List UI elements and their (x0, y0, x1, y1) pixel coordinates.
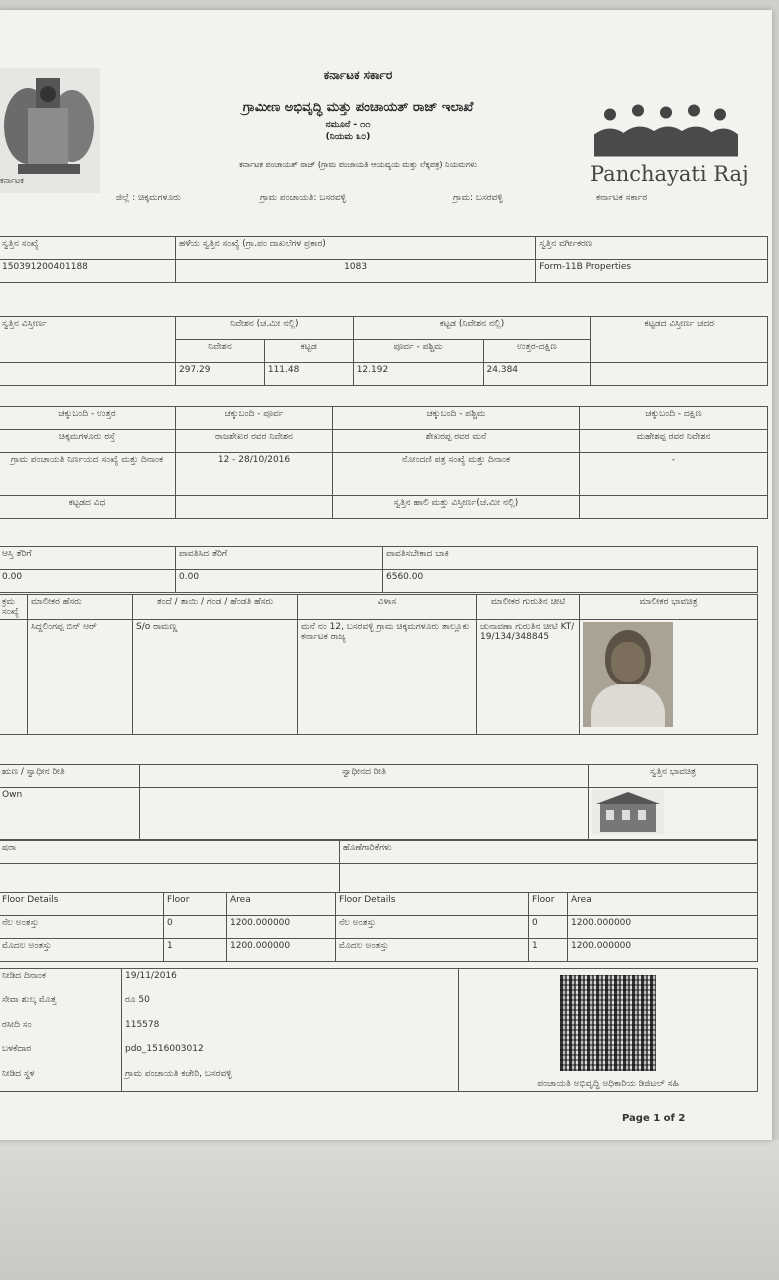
head-floor-details-1: Floor Details (0, 893, 164, 916)
rules-reference: ಕರ್ನಾಟಕ ಪಂಚಾಯತ್ ರಾಜ್ (ಗ್ರಾಮ ಪಂಚಾಯತಿ ಆಯವ್ಯಯ ಮತ್ತು ಲೆಕ್ಕಪತ್ರ) ನಿಯಮಗಳು (239, 160, 477, 169)
form-number: ನಮೂನೆ - ೧೧ (325, 120, 371, 130)
issue-date-value: 19/11/2016 (122, 969, 459, 994)
head-boundary-north: ಚಕ್ಕುಬಂದಿ - ಉತ್ತರ (0, 407, 176, 430)
label-receipt: ರಸೀದಿ ಸಂ (0, 1018, 122, 1042)
head-owner-name: ಮಾಲೀಕರ ಹೆಸರು (28, 595, 133, 620)
floor-area: 1200.000000 (227, 916, 336, 939)
head-address: ವಿಳಾಸ (298, 595, 477, 620)
property-photo (592, 790, 664, 834)
area-table (0, 316, 768, 386)
possession-value: Own (0, 788, 140, 840)
head-boundary-west: ಚಕ್ಕುಬಂದಿ - ಪಶ್ಚಿಮ (333, 407, 580, 430)
owner-table (0, 594, 758, 735)
issue-place-value: ಗ್ರಾಮ ಪಂಚಾಯತಿ ಕಚೇರಿ, ಬಸರವಳ್ಳಿ (122, 1067, 459, 1092)
head-bldg-b: ಉತ್ತರ-ದಕ್ಷಿಣ (483, 340, 591, 363)
site-b-value: 111.48 (264, 363, 353, 386)
issue-details-table (0, 968, 758, 1092)
govt-title: ಕರ್ನಾಟಕ ಸರ್ಕಾರ (323, 68, 393, 82)
label-deed: ನೋಂದಣಿ ಪತ್ರ ಸಂಖ್ಯೆ ಮತ್ತು ದಿನಾಂಕ (333, 453, 580, 496)
old-id-value: 1083 (176, 260, 536, 283)
head-possession: ಋಣ / ಸ್ವಾಧೀನ ರೀತಿ (0, 765, 140, 788)
balance-value: 6560.00 (383, 570, 758, 593)
boundary-east-value: ರಾಜಶೇಖರ ರವರ ನಿವೇಶನ (176, 430, 333, 453)
village: ಗ್ರಾಮ: ಬಸರವಳ್ಳಿ (453, 193, 503, 203)
floor-detail: ಮೊದಲ ಅಂತಸ್ತು (336, 939, 529, 962)
label-issue-place: ನೀಡಿದ ಸ್ಥಳ (0, 1067, 122, 1092)
tax-table (0, 546, 758, 593)
panchayati-raj-logo-text: Panchayati Raj (590, 162, 749, 186)
head-balance: ಪಾವತಿಸಬೇಕಾದ ಬಾಕಿ (383, 547, 758, 570)
bldg-a-value: 12.192 (353, 363, 483, 386)
boundary-south-value: ಮಹೇಶಪ್ಪ ರವರ ನಿವೇಶನ (580, 430, 768, 453)
head-site-b: ಕಟ್ಟಡ (264, 340, 353, 363)
desk-background (0, 1140, 779, 1280)
head-site-a: ನಿವೇಶನ (176, 340, 265, 363)
head-built-area: ಕಟ್ಟಡದ ವಿಸ್ತೀರ್ಣ ಚದರ (591, 317, 768, 363)
site-a-value: 297.29 (176, 363, 265, 386)
owner-name: ಸಿದ್ದಲಿಂಗಪ್ಪ ಬಿನ್ ಆರ್ (28, 620, 133, 735)
owner-address: ಮನೆ ನಂ 12, ಬಸರವಳ್ಳಿ ಗ್ರಾಮ ಚಿಕ್ಕಮಗಳೂರು ತಾಲ್ಲೂಕು ಕರ್ನಾಟಕ ರಾಜ್ಯ (298, 620, 477, 735)
table-row (0, 939, 758, 962)
owner-relation: S/o ರಾಮಣ್ಣ (133, 620, 298, 735)
floor-number: 1 (529, 939, 568, 962)
property-table (0, 236, 768, 283)
label-built-area: ಸ್ವತ್ತಿನ ಹಾಲಿ ಮತ್ತು ವಿಸ್ತೀರ್ಣ(ಚ.ಮೀ ನಲ್ಲಿ) (333, 496, 580, 519)
head-floor-2: Floor (529, 893, 568, 916)
label-area: ಸ್ವತ್ತಿನ ವಿಸ್ತೀರ್ಣ (0, 317, 176, 363)
head-boundary-south: ಚಕ್ಕುಬಂದಿ - ದಕ್ಷಿಣ (580, 407, 768, 430)
digital-signature-label: ಪಂಚಾಯತಿ ಅಭಿವೃದ್ಧಿ ಅಧಿಕಾರಿಯ ಡಿಜಿಟಲ್ ಸಹಿ (537, 1079, 679, 1089)
remarks-table (0, 840, 758, 893)
head-area-1: Area (227, 893, 336, 916)
table-row (0, 916, 758, 939)
resolution-value: 12 - 28/10/2016 (176, 453, 333, 496)
owner-id-card: ಚುನಾವಣಾ ಗುರುತಿನ ಚೀಟಿ KT/19/134/348845 (477, 620, 580, 735)
user-value: pdo_1516003012 (122, 1042, 459, 1066)
paid-tax-value: 0.00 (176, 570, 383, 593)
head-bldg-a: ಪೂರ್ವ - ಪಶ್ಚಿಮ (353, 340, 483, 363)
signature-cell (459, 969, 758, 1092)
head-floor-1: Floor (164, 893, 227, 916)
gram-panchayat: ಗ್ರಾಮ ಪಂಚಾಯತಿ: ಬಸರವಳ್ಳಿ (260, 193, 347, 203)
head-boundary-east: ಚಕ್ಕುಬಂದಿ - ಪೂರ್ವ (176, 407, 333, 430)
dept-title: ಗ್ರಾಮೀಣ ಅಭಿವೃದ್ಧಿ ಮತ್ತು ಪಂಚಾಯತ್ ರಾಜ್ ಇಲಾಖೆ (242, 100, 474, 115)
head-paid-tax: ಪಾವತಿಸಿದ ತೆರಿಗೆ (176, 547, 383, 570)
property-tax-value: 0.00 (0, 570, 176, 593)
rights-table (0, 764, 758, 840)
label-resolution: ಗ್ರಾಮ ಪಂಚಾಯತಿ ನಿರ್ಣಯದ ಸಂಖ್ಯೆ ಮತ್ತು ದಿನಾಂಕ (0, 453, 176, 496)
label-old-id: ಹಳೆಯ ಸ್ವತ್ತಿನ ಸಂಖ್ಯೆ (ಗ್ರಾ.ಪಂ ದಾಖಲೆಗಳ ಪ್ರಕಾರ) (176, 237, 536, 260)
head-floor-details-2: Floor Details (336, 893, 529, 916)
floor-area: 1200.000000 (568, 916, 758, 939)
classification-value: Form-11B Properties (536, 260, 768, 283)
head-property-photo: ಸ್ವತ್ತಿನ ಭಾವಚಿತ್ರ (589, 765, 758, 788)
floor-detail: ನೆಲ ಅಂತಸ್ತು (336, 916, 529, 939)
floor-detail: ಮೊದಲ ಅಂತಸ್ತು (0, 939, 164, 962)
floor-number: 0 (529, 916, 568, 939)
head-building: ಕಟ್ಟಡ (ನಿವೇಶನ ನಲ್ಲಿ) (353, 317, 591, 340)
rule-number: (ನಿಯಮ ೩೦) (325, 132, 371, 142)
head-owner-photo: ಮಾಲೀಕರ ಭಾವಚಿತ್ರ (580, 595, 758, 620)
header-right: ಕರ್ನಾಟಕ ಸರ್ಕಾರ (596, 193, 648, 203)
head-site: ನಿವೇಶನ (ಚ.ಮೀ ನಲ್ಲಿ) (176, 317, 354, 340)
property-photo-cell (589, 788, 758, 840)
owner-photo-cell (580, 620, 758, 735)
label-classification: ಸ್ವತ್ತಿನ ವರ್ಗೀಕರಣ (536, 237, 768, 260)
label-user: ಬಳಕೆದಾರ (0, 1042, 122, 1066)
floor-area: 1200.000000 (568, 939, 758, 962)
boundary-west-value: ಶೇಖರಪ್ಪ ರವರ ಮನೆ (333, 430, 580, 453)
district: ಜಿಲ್ಲೆ : ಚಿಕ್ಕಮಗಳೂರು (116, 193, 181, 203)
head-possession-type: ಸ್ವಾಧೀನದ ರೀತಿ (140, 765, 589, 788)
label-building-type: ಕಟ್ಟಡದ ವಿಧ (0, 496, 176, 519)
head-id-card: ಮಾಲೀಕರ ಗುರುತಿನ ಚೀಟಿ (477, 595, 580, 620)
page-number: Page 1 of 2 (622, 1113, 686, 1124)
property-id-value: 150391200401188 (0, 260, 176, 283)
floor-number: 1 (164, 939, 227, 962)
boundary-table (0, 406, 768, 519)
label-property-id: ಸ್ವತ್ತಿನ ಸಂಖ್ಯೆ (0, 237, 176, 260)
head-serial: ಕ್ರಮ ಸಂಖ್ಯೆ (0, 595, 28, 620)
deed-value: - (580, 453, 768, 496)
head-relation: ತಂದೆ / ತಾಯಿ / ಗಂಡ / ಹೆಂಡತಿ ಹೆಸರು (133, 595, 298, 620)
bldg-b-value: 24.384 (483, 363, 591, 386)
floor-table (0, 892, 758, 962)
fee-value: ರೂ 50 (122, 993, 459, 1017)
floor-detail: ನೆಲ ಅಂತಸ್ತು (0, 916, 164, 939)
head-remarks: ಷರಾ (0, 841, 340, 864)
receipt-value: 115578 (122, 1018, 459, 1042)
head-area-2: Area (568, 893, 758, 916)
owner-photo (583, 622, 673, 727)
head-liabilities: ಹೊಣೆಗಾರಿಕೆಗಳು (340, 841, 758, 864)
emblem-caption: ಕರ್ನಾಟಕ (0, 176, 24, 185)
qr-code (560, 975, 656, 1071)
label-fee: ಸೇವಾ ಶುಲ್ಕ ಮೊತ್ತ (0, 993, 122, 1017)
karnataka-emblem-icon (0, 68, 100, 193)
document-sheet (0, 10, 772, 1140)
floor-number: 0 (164, 916, 227, 939)
label-issue-date: ನೀಡಿದ ದಿನಾಂಕ (0, 969, 122, 994)
boundary-north-value: ಚಿಕ್ಕಮಗಳೂರು ರಸ್ತೆ (0, 430, 176, 453)
head-property-tax: ಆಸ್ತಿ ತೆರಿಗೆ (0, 547, 176, 570)
floor-area: 1200.000000 (227, 939, 336, 962)
